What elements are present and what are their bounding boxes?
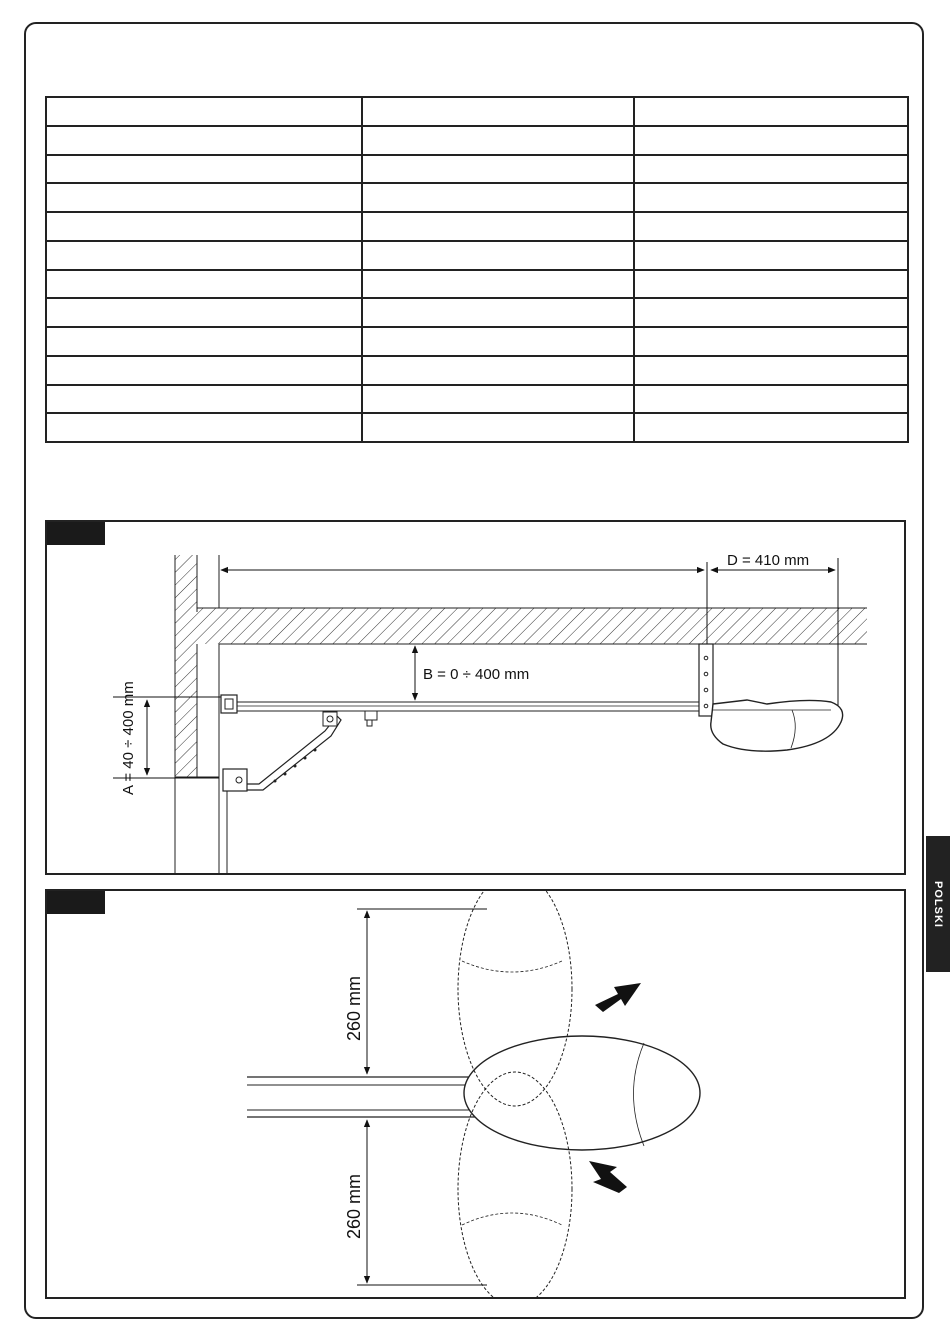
table-cell [634,270,908,299]
table-cell [362,97,634,126]
table-cell [362,356,634,385]
table-cell [634,155,908,184]
dim-a-label: A = 40 ÷ 400 mm [120,681,137,795]
table-cell [46,183,362,212]
table-row [46,126,908,155]
table-cell [362,241,634,270]
table-row [46,241,908,270]
wall-hatch [175,555,197,777]
table-cell [46,212,362,241]
table-cell [46,385,362,414]
table-cell [362,126,634,155]
table-row [46,270,908,299]
spec-table [45,96,909,443]
door-arm [233,716,341,790]
table-cell [362,327,634,356]
table-cell [634,183,908,212]
rail [223,702,707,711]
dim-bottom-label: 260 mm [344,1173,364,1239]
table-cell [46,270,362,299]
table-row [46,413,908,442]
table-cell [362,413,634,442]
table-cell [46,356,362,385]
dim-top-label: 260 mm [344,975,364,1041]
table-row [46,212,908,241]
rotate-up-arrow-icon [595,983,641,1012]
ceiling-hatch [197,608,867,644]
table-row [46,385,908,414]
language-tab: POLSKI [926,836,950,972]
table-cell [634,327,908,356]
table-row [46,97,908,126]
rotate-down-arrow-icon [589,1161,627,1193]
table-cell [634,97,908,126]
table-cell [634,298,908,327]
installation-drawing [47,522,906,875]
table-cell [634,356,908,385]
table-cell [46,241,362,270]
table-row [46,298,908,327]
table-cell [46,298,362,327]
clearance-drawing [47,891,906,1299]
table-cell [46,97,362,126]
motor-head [464,1036,700,1150]
motor-housing [711,700,843,751]
table-cell [634,126,908,155]
table-cell [634,212,908,241]
table-row [46,327,908,356]
table-cell [362,298,634,327]
installation-figure [45,520,906,875]
table-cell [46,155,362,184]
clearance-figure [45,889,906,1299]
table-row [46,155,908,184]
table-cell [362,155,634,184]
table-cell [362,385,634,414]
dim-d-label: D = 410 mm [727,552,810,569]
table-cell [634,413,908,442]
table-cell [634,385,908,414]
table-cell [634,241,908,270]
table-cell [46,126,362,155]
dim-b-label: B = 0 ÷ 400 mm [423,666,530,683]
table-cell [362,212,634,241]
table-cell [362,183,634,212]
table-cell [46,413,362,442]
table-cell [46,327,362,356]
table-row [46,183,908,212]
table-row [46,356,908,385]
table-cell [362,270,634,299]
